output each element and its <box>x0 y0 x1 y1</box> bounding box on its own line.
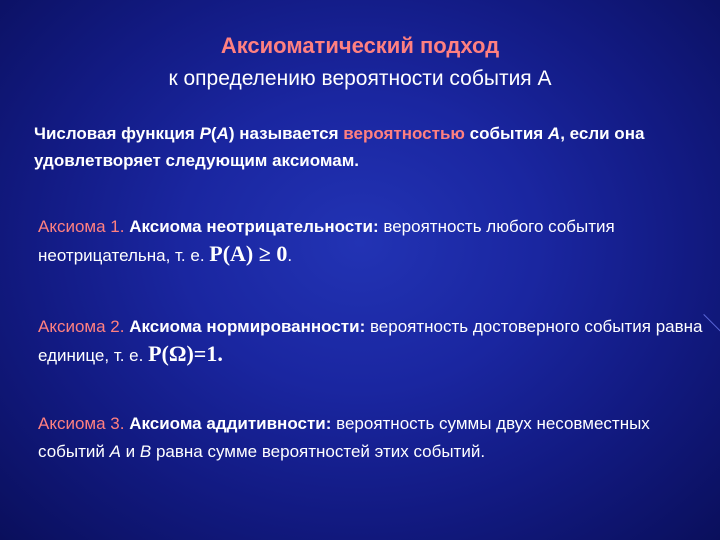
intro-text-4: , если она удовлетворяет следующим аксиомам. <box>34 124 645 170</box>
intro-text-3: события <box>464 124 548 143</box>
intro-text-2: называется <box>234 124 344 143</box>
axiom-1-formula: P(A) ≥ 0 <box>209 241 288 266</box>
axiom-2-text: вероятность достоверного события равна единице, т. е. <box>38 317 703 365</box>
axiom-3-and: и <box>120 442 140 461</box>
paren-open: ( <box>210 124 217 143</box>
event-b-symbol: В <box>139 442 152 461</box>
axiom-3-label: Аксиома 3. <box>38 414 125 433</box>
event-a-symbol: А <box>109 442 121 461</box>
axiom-3 <box>38 410 708 466</box>
intro-paragraph <box>34 120 714 174</box>
axiom-3-text-1: вероятность суммы двух несовместных событий <box>38 414 650 461</box>
axiom-2-name: Аксиома нормированности: <box>124 317 366 336</box>
paren-close: ) <box>228 124 235 143</box>
probability-term: вероятностью <box>343 124 465 143</box>
axiom-2 <box>38 313 708 369</box>
function-symbol: Р <box>199 124 211 143</box>
function-argument: А <box>216 124 229 143</box>
axiom-1 <box>38 213 708 269</box>
slide-subtitle: к определению вероятности события А <box>168 67 552 90</box>
axiom-2-end: . <box>217 341 223 366</box>
axiom-3-text-2: равна сумме вероятностей этих событий. <box>151 442 486 461</box>
axiom-1-name: Аксиома неотрицательности: <box>124 217 379 236</box>
axiom-1-label: Аксиома 1. <box>38 217 125 236</box>
axiom-2-formula: P(Ω)=1 <box>148 341 218 366</box>
intro-text-1: Числовая функция <box>34 124 200 143</box>
axiom-3-name: Аксиома аддитивности: <box>124 414 332 433</box>
axiom-1-text: вероятность любого события неотрицательна, т. е. <box>38 217 615 265</box>
slide-title: Аксиоматический подход <box>220 33 500 58</box>
axiom-2-label: Аксиома 2. <box>38 317 125 336</box>
axiom-1-end: . <box>287 246 293 265</box>
event-symbol: А <box>547 124 561 143</box>
